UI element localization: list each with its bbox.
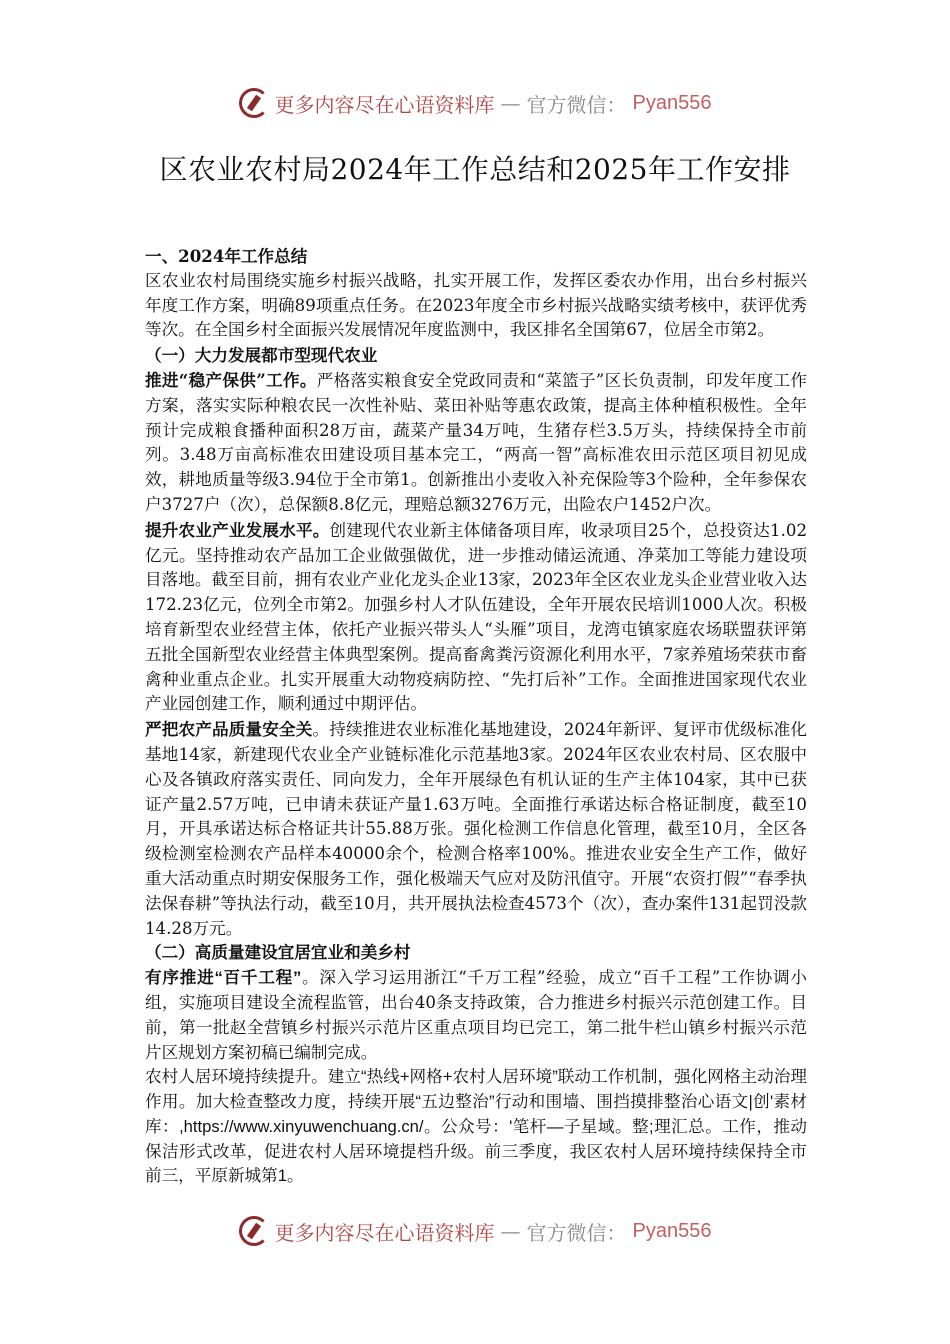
paragraph: 区农业农村局围绕实施乡村振兴战略，扎实开展工作，发挥区委农办作用，出台乡村振兴年度工作方案，明确89项重点任务。在2023年度全市乡村振兴战略实绩考核中，获评优秀等次。在全国乡村全面振兴发展情况年度监测中，我区排名全国第67，位居全市第2。 [145, 270, 807, 340]
paragraph: 推进“稳产保供”工作。严格落实粮食安全党政同责和“菜篮子”区长负责制，印发年度工作方案，落实实际种粮农民一次性补贴、菜田补贴等惠农政策，提高主体种植积极性。全年预计完成粮食播种面积28万亩，蔬菜产量34万吨，生猪存栏3.5万头，持续保持全市前列。3.48万亩高标准农田建设项目基本完工，“两高一智”高标准农田示范区项目初见成效，耕地质量等级3.94位于全市第1。创新推出小麦收入补充保险等3个险种，全年参保农户3727户（次），总保额8.8亿元，理赔总额3276万元，出险农户1452户次。 [145, 369, 808, 514]
header-watermark: 更多内容尽在心语资料库 — 官方微信： Pyan556 [0, 88, 950, 118]
footer-watermark: 更多内容尽在心语资料库 — 官方微信： Pyan556 [0, 1216, 950, 1246]
section-heading: 一、2024年工作总结 [145, 246, 308, 266]
paragraph: 有序推进“百千工程”。深入学习运用浙江“千万工程”经验，成立“百千工程”工作协调小组，实施项目建设全流程监管，出台40条支持政策，合力推进乡村振兴示范创建工作。目前，第一批赵全营镇乡村振兴示范片区重点项目均已完工，第二批牛栏山镇乡村振兴示范片区规划方案初稿已编制完成。 [145, 968, 807, 1062]
pen-logo-icon [239, 88, 269, 118]
paragraph: 农村人居环境持续提升。建立“热线+网格+农村人居环境”联动工作机制，强化网格主动治理作用。加大检查整改力度，持续开展“五边整治”行动和围墙、围挡摸排整治心语文|创'素材库：,https://www.xinyuwenchuang.cn/。公众号：'笔杆—子星域。整;理汇总。工作，推动保洁形式改革，促进农村人居环境提档升级。前三季度，我区农村人居环境持续保持全市前三，平原新城第1。 [145, 1067, 807, 1186]
page-title: 区农业农村局2024年工作总结和2025年工作安排 [159, 153, 791, 186]
subsection-heading: （二）高质量建设宜居宜业和美乡村 [145, 943, 411, 963]
document-body [145, 244, 807, 1189]
subsection-heading: （一）大力发展都市型现代农业 [145, 345, 378, 366]
paragraph: 提升农业产业发展水平。创建现代农业新主体储备项目库，收录项目25个，总投资达1.02亿元。坚持推动农产品加工企业做强做优，进一步推动储运流通、净菜加工等能力建设项目落地。截至目前，拥有农业产业化龙头企业13家，2023年全区农业龙头企业营业收入达172.23亿元，位列全市第2。加强乡村人才队伍建设，全年开展农民培训1000人次。积极培育新型农业经营主体，依托产业振兴带头人“头雁”项目，龙湾屯镇家庭农场联盟获评第五批全国新型农业经营主体典型案例。提高畜禽粪污资源化利用水平，7家养殖场荣获市畜禽种业重点企业。扎实开展重大动物疫病防控、“先打后补”工作。全面推进国家现代农业产业园创建工作，顺利通过中期评估。 [145, 519, 808, 714]
pen-logo-icon [239, 1216, 269, 1246]
paragraph: 严把农产品质量安全关。持续推进农业标准化基地建设，2024年新评、复评市优级标准化基地14家，新建现代农业全产业链标准化示范基地3家。2024年区农业农村局、区农服中心及各镇政府落实责任、同向发力，全年开展绿色有机认证的生产主体104家，其中已获证产量2.57万吨，已申请未获证产量1.63万吨。全面推行承诺达标合格证制度，截至10月，开具承诺达标合格证共计55.88万张。强化检测工作信息化管理，截至10月，全区各级检测室检测农产品样本40000余个，检测合格率100%。推进农业安全生产工作，做好重大活动重点时期安保服务工作，强化极端天气应对及防汛值守。开展“农资打假”“春季执法保春耕”等执法行动，截至10月，共开展执法检查4573个（次），查办案件131起罚没款14.28万元。 [145, 719, 808, 938]
